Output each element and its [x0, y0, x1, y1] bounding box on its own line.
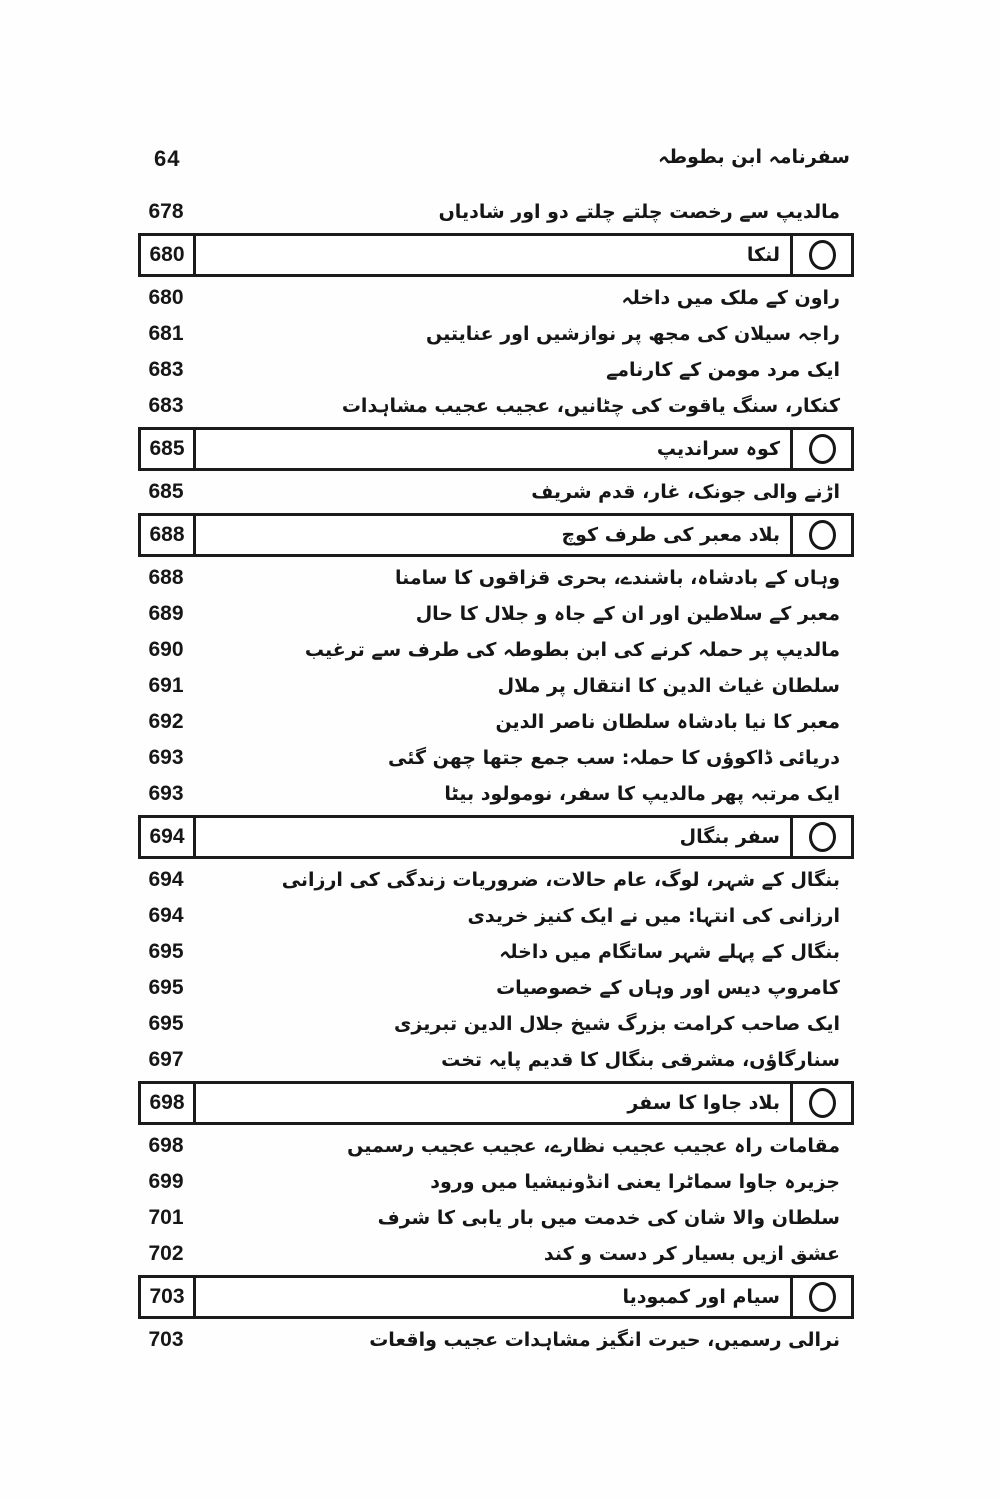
circle-icon	[809, 1088, 836, 1118]
circle-icon	[809, 1282, 836, 1312]
toc-entry-page-number: 685	[148, 480, 184, 503]
toc-entry-title: نرالی رسمیں، حیرت انگیز مشاہدات عجیب واقعات	[369, 1329, 840, 1351]
toc-section-row	[138, 815, 854, 859]
toc-entry	[138, 1200, 854, 1236]
toc-entry-page-number: 680	[148, 286, 184, 309]
toc-entry-title: معبر کا نیا بادشاہ سلطان ناصر الدین	[495, 711, 840, 733]
toc-section-title: سفر بنگال	[679, 826, 780, 848]
toc-entry-page-number: 703	[148, 1328, 184, 1351]
toc-entry-title: معبر کے سلاطین اور ان کے جاہ و جلال کا حال	[415, 603, 840, 625]
toc-entry-page-number: 681	[148, 322, 184, 345]
toc-entry-title: مقامات راہ عجیب عجیب نظارے، عجیب عجیب رسمیں	[347, 1135, 840, 1157]
toc-entry-title: دریائی ڈاکوؤں کا حملہ: سب جمع جتھا چھن گئی	[388, 747, 840, 769]
toc-entry-title: وہاں کے بادشاہ، باشندے، بحری قزاقوں کا سامنا	[394, 567, 840, 589]
toc-entry-page-number: 683	[148, 358, 184, 381]
toc-entry	[138, 1006, 854, 1042]
section-marker-cell	[790, 516, 851, 554]
toc-entry-page-number: 699	[148, 1170, 184, 1193]
toc-entry-title: سنارگاؤں، مشرقی بنگال کا قدیم پایہ تخت	[441, 1049, 840, 1071]
toc-entry-page-number: 701	[148, 1206, 184, 1229]
toc-section-row	[138, 427, 854, 471]
toc-entry	[138, 474, 854, 510]
book-title: سفرنامہ ابن بطوطہ	[658, 146, 850, 168]
toc-entry	[138, 1164, 854, 1200]
circle-icon	[809, 434, 836, 464]
section-marker-cell	[790, 1084, 851, 1122]
circle-icon	[809, 240, 836, 270]
section-marker-cell	[790, 430, 851, 468]
toc-entry	[138, 1128, 854, 1164]
toc-entry-title: ارزانی کی انتہا: میں نے ایک کنیز خریدی	[467, 905, 840, 927]
toc-entry-title: ایک صاحب کرامت بزرگ شیخ جلال الدین تبریزی	[394, 1013, 840, 1035]
toc-section-page-number: 694	[141, 818, 196, 856]
page-header	[138, 146, 854, 180]
toc-entry-title: مالدیپ پر حملہ کرنے کی ابن بطوطہ کی طرف سے ترغیب	[304, 639, 840, 661]
toc-entry-title: بنگال کے پہلے شہر ساتگام میں داخلہ	[499, 941, 840, 963]
toc-entry	[138, 1042, 854, 1078]
toc-entry-title: جزیرہ جاوا سماٹرا یعنی انڈونیشیا میں ورود	[430, 1171, 840, 1193]
toc-section-title: سیام اور کمبودیا	[622, 1286, 780, 1308]
toc-entry-page-number: 683	[148, 394, 184, 417]
toc-entry	[138, 596, 854, 632]
toc-entry-page-number: 702	[148, 1242, 184, 1265]
toc-entry	[138, 280, 854, 316]
toc-section-row	[138, 1081, 854, 1125]
toc-entry	[138, 388, 854, 424]
toc-section-title: بلاد معبر کی طرف کوچ	[561, 524, 780, 546]
toc-entry-title: سلطان والا شان کی خدمت میں بار یابی کا شرف	[377, 1207, 840, 1229]
toc-entry-title: کامروپ دیس اور وہاں کے خصوصیات	[496, 977, 840, 999]
toc-entry	[138, 776, 854, 812]
toc-entry-page-number: 693	[148, 782, 184, 805]
toc-entry-title: ایک مرد مومن کے کارنامے	[606, 359, 840, 381]
toc-entry-page-number: 691	[148, 674, 184, 697]
toc-entry-page-number: 690	[148, 638, 184, 661]
toc-entry	[138, 862, 854, 898]
toc-entry-title: عشق ازیں بسیار کر دست و کند	[543, 1243, 840, 1265]
toc-entry-title: راون کے ملک میں داخلہ	[621, 287, 840, 309]
toc-entry-page-number: 693	[148, 746, 184, 769]
toc-entry	[138, 668, 854, 704]
toc-entry-page-number: 689	[148, 602, 184, 625]
toc-section-row	[138, 513, 854, 557]
toc-entry-page-number: 695	[148, 940, 184, 963]
circle-icon	[809, 520, 836, 550]
toc-entry	[138, 704, 854, 740]
toc-entry	[138, 632, 854, 668]
toc-entry-title: سلطان غیاث الدین کا انتقال پر ملال	[497, 675, 840, 697]
toc-section-row	[138, 233, 854, 277]
toc-entry-title: مالدیپ سے رخصت چلتے چلتے دو اور شادیاں	[438, 201, 840, 223]
section-marker-cell	[790, 236, 851, 274]
toc-entry-page-number: 678	[148, 200, 184, 223]
section-marker-cell	[790, 1278, 851, 1316]
toc-entry-page-number: 694	[148, 868, 184, 891]
toc-entry-page-number: 692	[148, 710, 184, 733]
toc-section-page-number: 698	[141, 1084, 196, 1122]
toc-section-title: کوہ سراندیپ	[656, 438, 780, 460]
toc-entry-page-number: 695	[148, 1012, 184, 1035]
toc-entry	[138, 316, 854, 352]
section-marker-cell	[790, 818, 851, 856]
toc-entry	[138, 352, 854, 388]
toc-entry-title: کنکار، سنگ یاقوت کی چٹانیں، عجیب عجیب مشاہدات	[341, 395, 840, 417]
toc-section-page-number: 680	[141, 236, 196, 274]
toc-entry	[138, 898, 854, 934]
toc-section-row	[138, 1275, 854, 1319]
toc-section-page-number: 685	[141, 430, 196, 468]
folio-number: 64	[154, 146, 181, 171]
toc-content	[138, 146, 854, 1358]
toc-entry	[138, 1322, 854, 1358]
toc-entry	[138, 1236, 854, 1272]
toc-entry-title: ایک مرتبہ پھر مالدیپ کا سفر، نومولود بیٹا	[444, 783, 840, 805]
toc-section-page-number: 703	[141, 1278, 196, 1316]
toc-entry	[138, 560, 854, 596]
toc-section-title: لنکا	[746, 244, 780, 266]
toc-entry-page-number: 695	[148, 976, 184, 999]
toc-entry-title: راجہ سیلان کی مجھ پر نوازشیں اور عنایتیں	[426, 323, 840, 345]
toc-entry-title: بنگال کے شہر، لوگ، عام حالات، ضروریات زندگی کی ارزانی	[281, 869, 840, 891]
toc-list	[138, 194, 854, 1358]
toc-section-title: بلاد جاوا کا سفر	[627, 1092, 780, 1114]
toc-entry-page-number: 694	[148, 904, 184, 927]
toc-entry	[138, 194, 854, 230]
toc-entry-page-number: 688	[148, 566, 184, 589]
toc-entry	[138, 740, 854, 776]
toc-entry	[138, 934, 854, 970]
toc-entry	[138, 970, 854, 1006]
toc-entry-page-number: 697	[148, 1048, 184, 1071]
toc-entry-page-number: 698	[148, 1134, 184, 1157]
toc-section-page-number: 688	[141, 516, 196, 554]
circle-icon	[809, 822, 836, 852]
toc-entry-title: اڑنے والی جونک، غار، قدم شریف	[531, 481, 840, 503]
